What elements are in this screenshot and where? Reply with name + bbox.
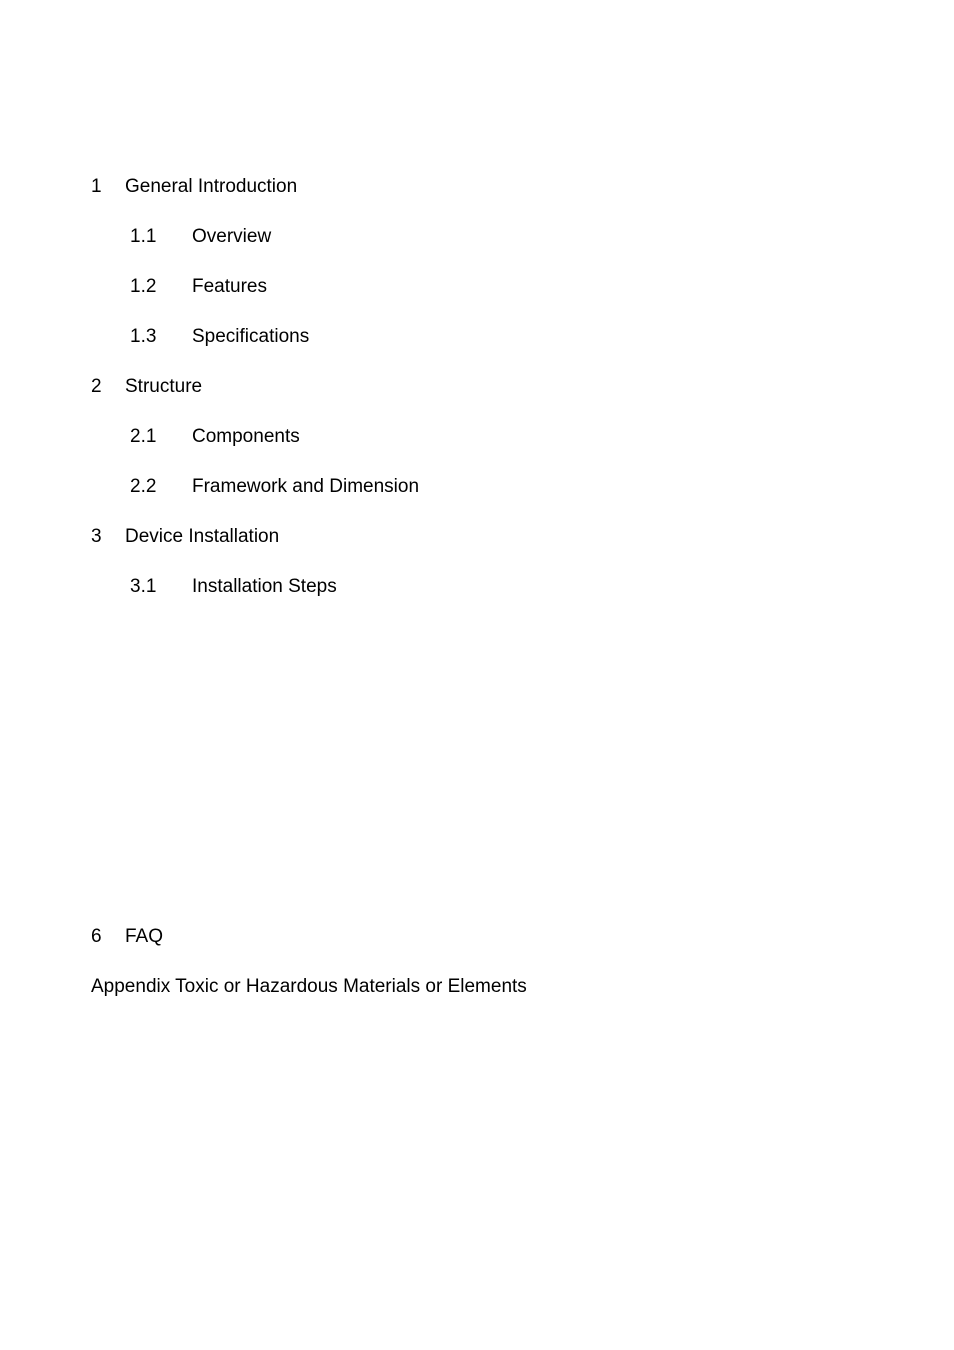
toc-title: Installation Steps — [192, 576, 337, 597]
toc-title: Overview — [192, 226, 272, 247]
toc-number: 2.1 — [130, 426, 157, 447]
toc-number: 3 — [91, 526, 102, 547]
toc-title: Structure — [125, 376, 203, 397]
toc-title: Features — [192, 276, 267, 297]
toc-number: 1.1 — [130, 226, 157, 247]
toc-title: General Introduction — [125, 176, 298, 197]
toc-number: 1.2 — [130, 276, 157, 297]
toc-title: Components — [192, 426, 300, 447]
toc-title: Device Installation — [125, 526, 280, 547]
toc-entry-appendix[interactable] — [91, 976, 527, 998]
toc-number: 2.2 — [130, 476, 157, 497]
toc-number: 2 — [91, 376, 102, 397]
toc-title: FAQ — [125, 926, 164, 947]
toc-number: 6 — [91, 926, 102, 947]
toc-title: Framework and Dimension — [192, 476, 420, 497]
toc-title: Appendix Toxic or Hazardous Materials or Elements — [91, 976, 527, 997]
toc-number: 1 — [91, 176, 102, 197]
toc-number: 3.1 — [130, 576, 157, 597]
toc-title: Specifications — [192, 326, 310, 347]
toc-number: 1.3 — [130, 326, 157, 347]
